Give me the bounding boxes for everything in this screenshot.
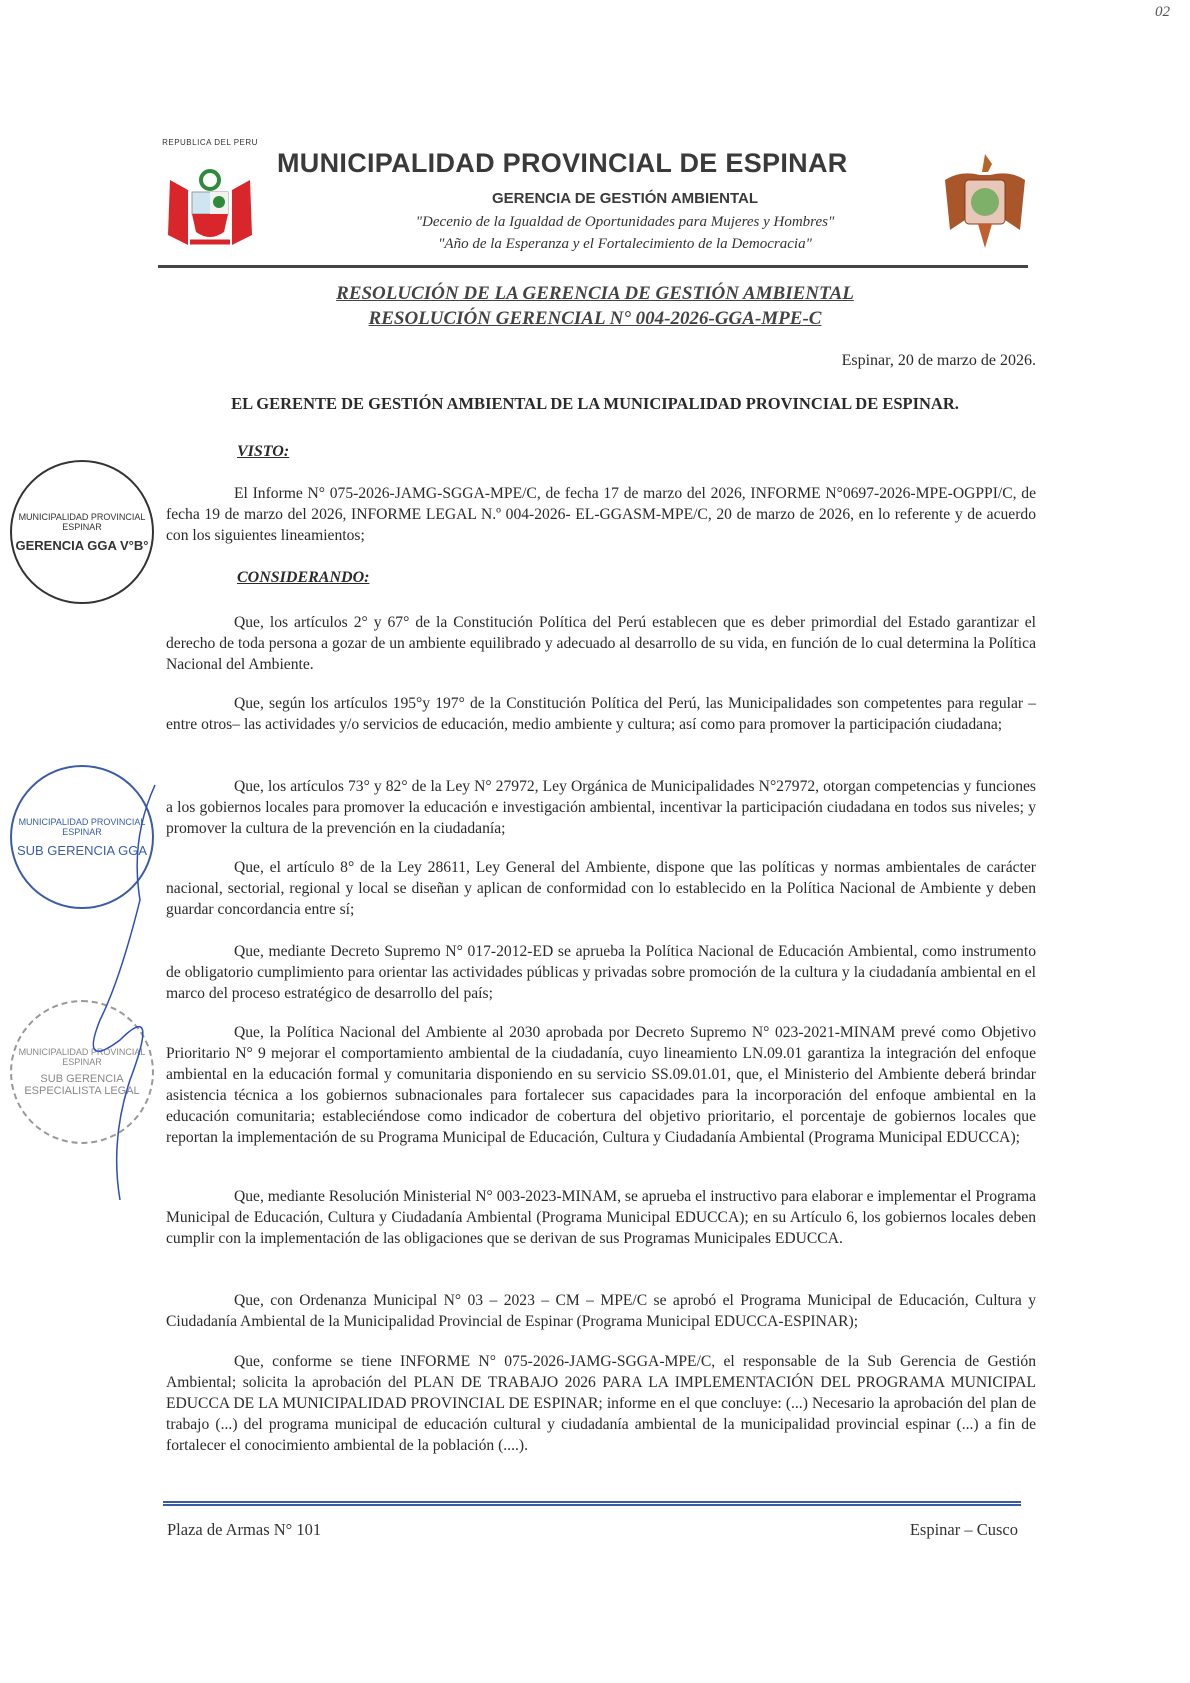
gerencia-vobo-stamp	[10, 460, 154, 604]
stamp-ring-text: MUNICIPALIDAD PROVINCIAL ESPINAR	[18, 511, 146, 532]
signature-icon	[60, 780, 180, 1220]
footer-divider	[163, 1501, 1021, 1506]
institution-title: MUNICIPALIDAD PROVINCIAL DE ESPINAR	[277, 148, 848, 178]
resolution-number: RESOLUCIÓN GERENCIAL N° 004-2026-GGA-MPE-C	[368, 308, 822, 329]
considerando-paragraph: Que, según los artículos 195°y 197° de la Constitución Política del Perú, las Municipalidades son competentes para regular –entre otros– las actividades y/o servicios de educación, medio ambiente y cultura; así como para promover la participación ciudadana;	[166, 695, 1036, 733]
footer-location: Espinar – Cusco	[909, 1520, 1018, 1539]
considerando-paragraph: Que, mediante Resolución Ministerial N° 003-2023-MINAM, se aprueba el instructivo para elaborar e implementar el Programa Municipal de Educación, Cultura y Ciudadanía Ambiental (Programa Municipal EDUCCA); en su Artículo 6, los gobiernos locales deben cumplir con la implementación de las obligaciones que se derivan de sus Programas Municipales EDUCCA.	[166, 1188, 1036, 1247]
stamp-ring-text: MUNICIPALIDAD PROVINCIAL ESPINAR	[18, 816, 146, 837]
stamp-ring-text: MUNICIPALIDAD PROVINCIAL ESPINAR	[18, 1047, 146, 1067]
considerando-paragraph: Que, la Política Nacional del Ambiente al 2030 aprobada por Decreto Supremo N° 023-2021-MINAM prevé como Objetivo Prioritario N° 9 mejorar el comportamiento ambiental de la ciudadanía, cuyo lineamiento LN.09.01 garantiza la integración del enfoque ambiental en la educación formal y comunitaria disponiendo en su servicio SS.09.01.01, que, el Ministerio del Ambiente deberá brindar asistencia técnica a los gobiernos subnacionales para fortalecer sus capacidades para la incorporación del enfoque ambiental en la educación comunitaria; estableciéndose como indicador de cobertura del objetivo prioritario, el porcentaje de gobiernos locales que reportan la implementación de su Programa Municipal de Educación, Cultura y Ciudadanía Ambiental (Programa Municipal EDUCCA);	[166, 1024, 1036, 1146]
considerando-paragraph: Que, el artículo 8° de la Ley 28611, Ley General del Ambiente, dispone que las políticas y normas ambientales de carácter nacional, sectorial, regional y local se diseñan y aplican de conformidad con lo establecido en la Política Nacional de Ambiente y deben guardar concordancia entre sí;	[166, 859, 1036, 918]
motto-decade: "Decenio de la Igualdad de Oportunidades para Mujeres y Hombres"	[415, 214, 835, 230]
considerando-heading: CONSIDERANDO:	[237, 569, 370, 586]
stamp-center-text: GERENCIA GGA V°B°	[15, 537, 149, 553]
visto-paragraph: El Informe N° 075-2026-JAMG-SGGA-MPE/C, de fecha 17 de marzo del 2026, INFORME N°0697-2026-MPE-OGPPI/C, de fecha 19 de marzo del 2026, INFORME LEGAL N.º 004-2026- EL-GGASM-MPE/C, 20 de marzo de 2026, en lo referente y de acuerdo con los siguientes lineamientos;	[166, 485, 1036, 544]
page-number: 02	[1155, 4, 1170, 20]
espinar-eagle-emblem-logo	[940, 150, 1030, 250]
considerando-paragraph: Que, los artículos 73° y 82° de la Ley N° 27972, Ley Orgánica de Municipalidades N°27972, otorgan competencias y funciones a los gobiernos locales para promover la educación e investigación ambiental, incentivar la participación ciudadana en todos sus niveles; y promover la cultura de la prevención en la ciudadanía;	[166, 778, 1036, 837]
peru-seal-text: REPUBLICA DEL PERU	[162, 138, 258, 147]
resolution-heading: RESOLUCIÓN DE LA GERENCIA DE GESTIÓN AMBIENTAL	[336, 283, 854, 304]
department-name: GERENCIA DE GESTIÓN AMBIENTAL	[491, 190, 759, 207]
considerando-paragraph: Que, los artículos 2° y 67° de la Constitución Política del Perú establecen que es deber primordial del Estado garantizar el derecho de toda persona a gozar de un ambiente equilibrado y adecuado al desarrollo de su vida, en función de lo cual determina la Política Nacional del Ambiente.	[166, 614, 1036, 673]
considerando-paragraph: Que, con Ordenanza Municipal N° 03 – 2023 – CM – MPE/C se aprobó el Programa Municipal de Educación, Cultura y Ciudadanía Ambiental de la Municipalidad Provincial de Espinar (Programa Municipal EDUCCA-ESPINAR);	[166, 1292, 1036, 1330]
considerando-paragraph: Que, conforme se tiene INFORME N° 075-2026-JAMG-SGGA-MPE/C, el responsable de la Sub Gerencia de Gestión Ambiental; solicita la aprobación del PLAN DE TRABAJO 2026 PARA LA IMPLEMENTACIÓN DEL PROGRAMA MUNICIPAL EDUCCA DE LA MUNICIPALIDAD PROVINCIAL DE ESPINAR; informe en el que concluye: (...) Necesario la aprobación del plan de trabajo (...) del programa municipal de educación cultural y ciudadanía ambiental de la municipalidad provincial espinar (...) a fin de fortalecer el conocimiento ambiental de la población (....).	[166, 1353, 1036, 1454]
motto-year: "Año de la Esperanza y el Fortalecimiento de la Democracia"	[438, 236, 812, 252]
header-divider	[158, 265, 1028, 268]
issuing-authority: EL GERENTE DE GESTIÓN AMBIENTAL DE LA MUNICIPALIDAD PROVINCIAL DE ESPINAR.	[231, 394, 959, 413]
document-date: Espinar, 20 de marzo de 2026.	[841, 352, 1036, 369]
considerando-paragraph: Que, mediante Decreto Supremo N° 017-2012-ED se aprueba la Política Nacional de Educación Ambiental, como instrumento de obligatorio cumplimiento para orientar las actividades públicas y privadas sobre promoción de la cultura y la ciudadanía ambiental en el marco del proceso estratégico de desarrollo del país;	[166, 943, 1036, 1002]
visto-heading: VISTO:	[237, 443, 290, 460]
stamp-center-text: SUB GERENCIA ESPECIALISTA LEGAL	[24, 1073, 140, 1097]
stamp-center-text: SUB GERENCIA GGA	[16, 842, 148, 858]
footer-address: Plaza de Armas N° 101	[167, 1520, 322, 1539]
